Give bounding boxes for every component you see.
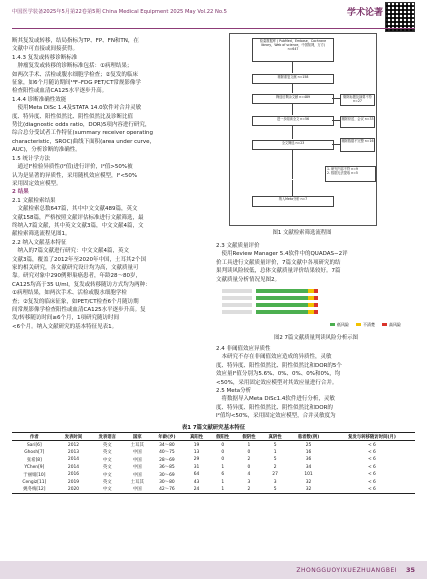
text-line: characteristic，SROC)曲线下面积(area under curve， bbox=[12, 138, 155, 145]
text-line: 度、特异度、阳性似然比、阴性似然比及诊断比值 bbox=[12, 113, 134, 120]
text-line: <6个月。纳入文献研究的基本特征见表1。 bbox=[12, 323, 118, 330]
text-line: 度、特异度、阳性似然比、阴性似然比和DOR的 bbox=[216, 404, 333, 411]
table-cell: 中国 bbox=[132, 465, 142, 471]
table-header-cell: 发表语言 bbox=[98, 434, 117, 440]
text-line: 2.5 Meta分析 bbox=[216, 388, 252, 395]
table-header-cell: 复发与转移随访时间(月) bbox=[347, 434, 396, 440]
table-cell: 2 bbox=[273, 464, 277, 470]
table-cell: 5 bbox=[273, 486, 277, 492]
text-line: 终纳入7篇文献，其中英文文献3篇，中文文献4篇，文 bbox=[12, 222, 144, 229]
figure2-caption: 图2 7篇文献质量判读风险分析示图 bbox=[273, 335, 359, 341]
table-cell: 中文 bbox=[102, 487, 112, 493]
unclear-risk-bar bbox=[308, 303, 314, 307]
text-line: 将数据导入Meta DiSc1.4软件进行分析，灵敏 bbox=[216, 396, 335, 403]
text-line: 文献158篇，严格按照文献评估标准进行文献筛选，最 bbox=[12, 214, 144, 221]
table-cell: 中国 bbox=[132, 472, 142, 478]
table-cell: Sari[6] bbox=[26, 442, 42, 448]
low-risk-bar bbox=[256, 310, 308, 314]
legend-label: 不清楚 bbox=[363, 322, 375, 327]
text-line: 文献检索总数647篇，其中中文文献489篇，英文 bbox=[12, 206, 138, 213]
table-cell: 3 bbox=[273, 479, 277, 485]
flow-dedup-box: 剔除重复文献 n=158 bbox=[252, 74, 334, 84]
table-cell: 2019 bbox=[67, 479, 80, 485]
brand-label: 学术论著 bbox=[346, 8, 383, 18]
unclear-risk-bar bbox=[308, 310, 314, 314]
text-line: 间常规影像学检查阳性或血清CA125水平逐步升高。复 bbox=[12, 307, 146, 313]
table-cell: 13 bbox=[193, 449, 200, 455]
left-column bbox=[12, 37, 212, 331]
low-risk-bar bbox=[256, 289, 308, 293]
table-cell: 34～80 bbox=[159, 443, 175, 449]
table-cell: 1 bbox=[221, 479, 225, 485]
table-row bbox=[12, 441, 415, 449]
table-cell: Ghosh[7] bbox=[24, 449, 45, 455]
text-line: 2.4 非阈值效应异质性 bbox=[216, 346, 271, 352]
flow-excl2-box: 剔除综述、会议 n=33 bbox=[340, 116, 375, 128]
text-line: 1.5 统计学方法 bbox=[12, 155, 50, 162]
table-cell: 25 bbox=[305, 442, 312, 448]
text-line: 度、特异度、阳性似然比、阴性似然比和DOR的5个 bbox=[216, 362, 342, 369]
flow-eligible-box: 全文筛选 n=23 bbox=[252, 140, 334, 150]
table-cell: 2016 bbox=[67, 472, 80, 478]
table-cell: 中文 bbox=[102, 472, 112, 478]
journal-header: 中国医学装备2025年5月第22卷第5期 China Medical Equipment 2025 May Vol.22 No.5 bbox=[12, 9, 227, 15]
high-risk-bar bbox=[314, 289, 318, 293]
text-line: 2.1 文献检索结果 bbox=[12, 197, 56, 204]
table-cell: 英文 bbox=[102, 480, 112, 486]
table-cell: 1 bbox=[247, 442, 251, 448]
text-line: 果判读风险较低，总体文献质量评价结果较好。7篇 bbox=[216, 268, 341, 275]
text-line: 采用固定效应模型。 bbox=[12, 180, 62, 187]
table-cell: 姚冬梅[12] bbox=[23, 487, 46, 493]
text-line: 靠。研究对象中290例卵巢癌患者，年龄28～80岁， bbox=[12, 273, 141, 280]
table-cell: 5 bbox=[273, 442, 277, 448]
text-line: AUC)，分析诊断的准确性。 bbox=[12, 147, 81, 154]
table-cell: 2014 bbox=[67, 457, 80, 463]
text-line: 2.2 纳入文献基本特征 bbox=[12, 239, 67, 246]
table-cell: < 6 bbox=[367, 449, 376, 455]
text-line: 效应量I²值分别为5.6%、0%、0%、0%和0%，均 bbox=[216, 371, 341, 378]
table-cell: 34 bbox=[305, 464, 312, 470]
unclear-risk-bar bbox=[308, 289, 314, 293]
text-line: 发/转移随访时间≥6个月，1项研究随访时间 bbox=[12, 315, 119, 322]
text-line: 2 结果 bbox=[12, 189, 29, 196]
table-cell: 6 bbox=[221, 472, 225, 478]
table-cell: 英文 bbox=[102, 450, 112, 456]
table-cell: 16 bbox=[305, 449, 312, 455]
table-cell: 31 bbox=[193, 464, 200, 470]
table-cell: 0 bbox=[247, 449, 251, 455]
table-cell: 64 bbox=[193, 472, 200, 478]
flow-excl1-box: 剔除标题及摘要不符 n=27 bbox=[340, 94, 375, 106]
text-line: 如两次手术、活检或腹水细胞学检查；②复发的临床 bbox=[12, 71, 138, 78]
row-label-bar bbox=[222, 289, 252, 293]
table-cell: 2014 bbox=[67, 464, 80, 470]
table-cell: 43 bbox=[193, 479, 200, 485]
right-column-upper bbox=[216, 242, 416, 284]
high-risk-bar bbox=[314, 303, 318, 307]
table-row bbox=[12, 449, 415, 456]
table-row bbox=[12, 486, 415, 494]
table-cell: 30～80 bbox=[159, 480, 175, 486]
table-cell: 32 bbox=[305, 479, 312, 485]
quality-figure bbox=[220, 285, 410, 331]
table-row bbox=[12, 464, 415, 471]
table-header-cell: 真阳性 bbox=[189, 434, 204, 440]
table-cell: 30～69 bbox=[159, 472, 175, 478]
table-header-cell: 年龄(岁) bbox=[158, 434, 176, 440]
table-cell: 1 bbox=[221, 486, 225, 492]
table-cell: 3 bbox=[247, 479, 251, 485]
table-cell: 2 bbox=[247, 457, 251, 463]
legend-label: 低风险 bbox=[337, 322, 349, 327]
table-header-cell: 国家 bbox=[132, 434, 142, 440]
text-line: 认为是显著的异质性，采用随机效应模型，I²<50% bbox=[12, 172, 138, 179]
table-cell: 27 bbox=[272, 472, 278, 478]
header-divider bbox=[12, 28, 415, 29]
row-label-bar bbox=[222, 303, 252, 307]
flow-side-box: 1. 研究内容不符 n=9 2. 数据无法提取 n=5 bbox=[325, 166, 376, 182]
text-line: 通过I²检验异质性(I²值)进行评价，I²值>50%被 bbox=[12, 164, 133, 171]
high-risk-bar bbox=[314, 296, 318, 300]
table-cell: 24 bbox=[193, 486, 200, 492]
table-cell: 36 bbox=[305, 457, 312, 463]
text-line: 检查阳性或血清CA125水平逐步升高。 bbox=[12, 88, 108, 95]
table-row bbox=[12, 471, 415, 478]
table-cell: 40～75 bbox=[159, 450, 175, 456]
table-cell: 中国 bbox=[132, 457, 142, 463]
low-risk-bar bbox=[256, 296, 308, 300]
footer-site: ZHONGGUOYIXUEZHUANGBEI bbox=[296, 567, 397, 574]
table-cell: 2 bbox=[247, 486, 251, 492]
table-cell: < 6 bbox=[367, 479, 376, 485]
row-label-bar bbox=[222, 296, 252, 300]
table-cell: 2020 bbox=[67, 486, 80, 492]
table-cell: 101 bbox=[304, 472, 313, 478]
text-line: 文献3篇，覆盖了2012年至2020年中国，土耳其2个国 bbox=[12, 256, 146, 263]
table-cell: 1 bbox=[273, 449, 277, 455]
table-cell: < 6 bbox=[367, 486, 376, 492]
flow-screen-box: 筛选后剩余文献 n=489 bbox=[252, 94, 334, 104]
text-line: 断其复发或转移，结局指标为TP、FP、FN和TN，在 bbox=[12, 38, 139, 44]
text-line: I²值均<50%，采用固定效应模型，合并灵敏度为 bbox=[216, 413, 336, 420]
table-cell: 中国 bbox=[132, 450, 142, 456]
table1 bbox=[12, 432, 415, 494]
text-line: 价工具进行文献质量评价，7篇文献中各项研究的结 bbox=[216, 259, 341, 266]
table-cell: 19 bbox=[193, 442, 200, 448]
high-risk-bar bbox=[314, 310, 318, 314]
table-cell: 土耳其 bbox=[130, 480, 144, 486]
table-cell: 28～69 bbox=[159, 457, 175, 463]
table1-title: 表1 7篇文献研究基本特征 bbox=[181, 425, 246, 431]
text-line: 1.4.3 复发或转移诊断标准 bbox=[12, 54, 78, 61]
table-cell: 英文 bbox=[102, 443, 112, 449]
text-line: <50%，采用固定效应模型对其效应量进行合并。 bbox=[216, 379, 338, 386]
flow-fulltext-box: 进一步阅读全文 n=56 bbox=[252, 116, 334, 126]
text-line: 使用Review Manager 5.4软件中的QUADAS−2评 bbox=[216, 251, 348, 258]
table-cell: 0 bbox=[247, 464, 251, 470]
table-cell: < 6 bbox=[367, 442, 376, 448]
table-cell: 4 bbox=[247, 472, 251, 478]
text-line: 家的相关研究，各文献研究设计均为高，文献质量可 bbox=[12, 264, 139, 271]
text-line: 文献质量分析情况见图2。 bbox=[216, 276, 281, 283]
table-cell: 32 bbox=[305, 486, 312, 492]
table-cell: 5 bbox=[273, 457, 277, 463]
table-cell: 0 bbox=[221, 449, 225, 455]
text-line: CA125均高于35 U/ml，复发或转移随访方式均为两种： bbox=[12, 281, 151, 288]
text-line: 纳入的7篇文献进行研究：中文文献4篇，英文 bbox=[12, 248, 130, 255]
table-cell: YChen[9] bbox=[24, 464, 45, 470]
table-header-cell: 真阴性 bbox=[268, 434, 282, 440]
table-cell: 0 bbox=[221, 457, 225, 463]
table-header-cell: 发表时间 bbox=[64, 434, 83, 440]
low-risk-bar bbox=[256, 303, 308, 307]
table-cell: < 6 bbox=[367, 472, 376, 478]
text-line: 查；②复发的临床征象，如PET/CT检查6个月随访期 bbox=[12, 298, 139, 305]
flow-excl3-box: 剔除数据不完整 n=16 bbox=[340, 138, 375, 152]
table-cell: 张希[8] bbox=[26, 457, 42, 463]
table-cell: < 6 bbox=[367, 457, 376, 463]
table-cell: 于丽娟[10] bbox=[23, 472, 46, 478]
table-cell: 中国 bbox=[132, 487, 142, 493]
table-cell: 36～85 bbox=[159, 465, 175, 471]
text-line: 2.3 文献质量评价 bbox=[216, 243, 260, 249]
figure1-caption: 图1 文献检索筛选流程图 bbox=[272, 230, 332, 236]
text-line: ①病理结果，如两次手术、活检或腹水细胞学检 bbox=[12, 290, 127, 297]
table-cell: 1 bbox=[221, 464, 225, 470]
text-line: 综合总分受试者工作特征(summary receiver operating bbox=[12, 130, 153, 137]
quality-bar-chart bbox=[220, 285, 410, 331]
table-header-cell: 患者数(例) bbox=[297, 434, 320, 440]
table-cell: 2013 bbox=[67, 449, 80, 455]
flow-search-box: 检索数据库 ( PubMed，Embase，Cochrane library，Web of science，中国知网，万方) n=647 bbox=[252, 38, 334, 62]
legend-swatch bbox=[382, 323, 387, 326]
table-cell: 42～76 bbox=[159, 487, 175, 493]
text-line: 文献中可直接或间接获得。 bbox=[12, 46, 79, 53]
table-row bbox=[12, 478, 415, 485]
text-line: 肿瘤复发或转移的诊断标准包括：①病理结果； bbox=[12, 63, 133, 70]
table-cell: 0 bbox=[221, 442, 225, 448]
unclear-risk-bar bbox=[308, 296, 314, 300]
table-cell: 土耳其 bbox=[130, 443, 144, 449]
table-row bbox=[12, 456, 415, 463]
text-line: 势比(diagnostic odds ratio，DOR)5项内容进行研究， bbox=[12, 122, 151, 129]
legend-swatch bbox=[356, 323, 361, 326]
table-cell: Cengiz[11] bbox=[22, 479, 47, 485]
flow-final-box: 纳入Meta分析 n=7 bbox=[252, 196, 334, 207]
text-line: 使用Meta DiSc 1.4及STATA 14.0软件对合并灵敏 bbox=[12, 105, 142, 112]
table-header-cell: 作者 bbox=[29, 434, 39, 440]
page-number: 35 bbox=[405, 566, 415, 574]
text-line: 征象，如6个月随访期间¹⁸F–FDG PET/CT常规影像学 bbox=[12, 80, 141, 87]
table-cell: 中文 bbox=[102, 457, 112, 463]
right-column-lower bbox=[216, 345, 416, 421]
table-cell: < 6 bbox=[367, 464, 376, 470]
table-header-cell: 假阳性 bbox=[216, 434, 230, 440]
flowchart-figure bbox=[229, 33, 377, 226]
table-cell: 29 bbox=[193, 457, 200, 463]
legend-label: 高风险 bbox=[389, 322, 401, 327]
table-cell: 英文 bbox=[102, 465, 112, 471]
row-label-bar bbox=[222, 310, 252, 314]
text-line: 本研究不存在非阈值效应造成的异质性，灵敏 bbox=[216, 354, 332, 361]
text-line: 1.4.4 诊断准确性效能 bbox=[12, 96, 67, 103]
legend-swatch bbox=[330, 323, 335, 326]
table-header-cell: 假阴性 bbox=[242, 434, 256, 440]
table-cell: 2012 bbox=[67, 442, 80, 448]
text-line: 献检索筛选流程见图1。 bbox=[12, 231, 71, 238]
